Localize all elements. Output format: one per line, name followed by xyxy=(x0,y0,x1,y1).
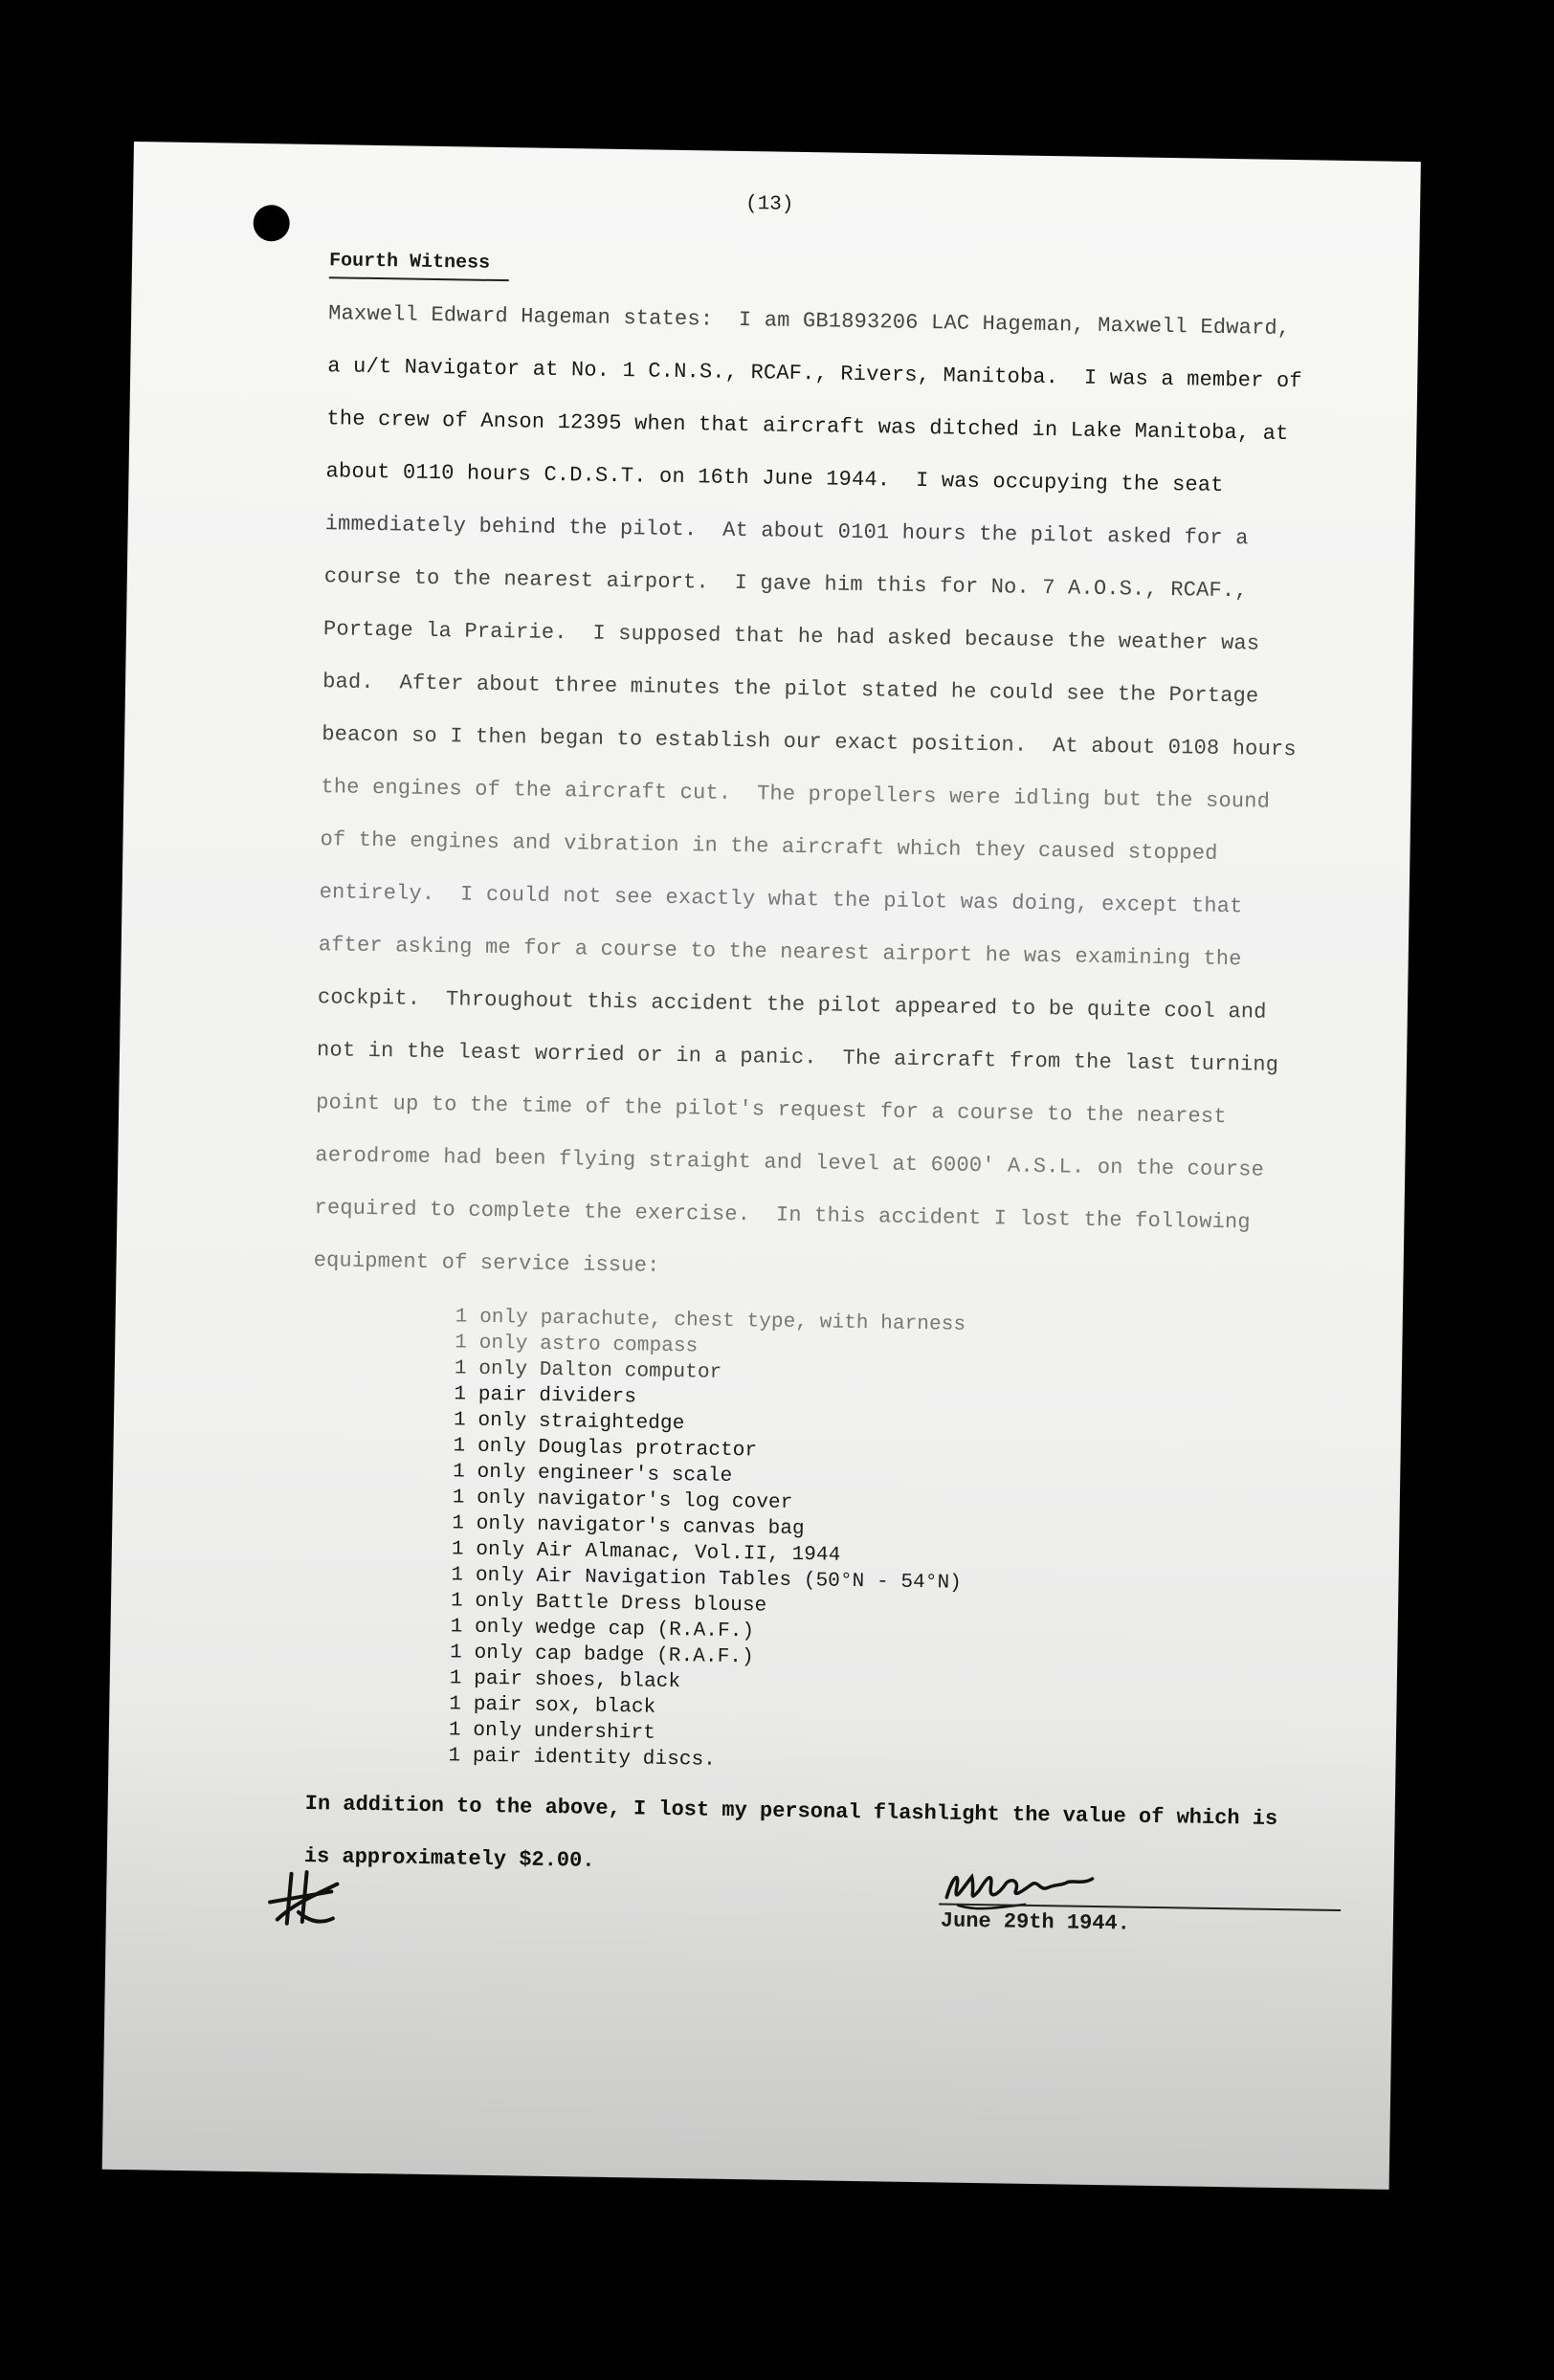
list-item: 1 only Douglas protractor xyxy=(453,1435,758,1463)
list-item: 1 only engineer's scale xyxy=(453,1461,733,1488)
closing-line: In addition to the above, I lost my personal flashlight the value of which is xyxy=(304,1792,1278,1831)
body-line: Maxwell Edward Hageman states: I am GB1893206 LAC Hageman, Maxwell Edward, xyxy=(328,301,1291,342)
list-item: 1 pair shoes, black xyxy=(449,1667,681,1694)
section-heading: Fourth Witness xyxy=(328,250,491,275)
handwritten-initials xyxy=(264,1865,351,1933)
list-item: 1 only parachute, chest type, with harness xyxy=(455,1306,966,1336)
body-line: beacon so I then began to establish our exact position. At about 0108 hours xyxy=(322,722,1297,762)
body-line: a u/t Navigator at No. 1 C.N.S., RCAF., Rivers, Manitoba. I was a member of xyxy=(327,354,1302,394)
list-item: 1 only straightedge xyxy=(453,1409,685,1436)
body-line: the crew of Anson 12395 when that aircraft was ditched in Lake Manitoba, at xyxy=(326,407,1289,446)
body-line: required to complete the exercise. In this accident I lost the following xyxy=(314,1196,1251,1235)
body-line: cockpit. Throughout this accident the pilot appeared to be quite cool and xyxy=(317,985,1267,1025)
body-line: about 0110 hours C.D.S.T. on 16th June 1944. I was occupying the seat xyxy=(325,459,1224,497)
heading-underline xyxy=(329,276,509,281)
list-item: 1 only navigator's canvas bag xyxy=(452,1512,805,1541)
body-line: point up to the time of the pilot's request for a course to the nearest xyxy=(316,1091,1227,1130)
body-line: bad. After about three minutes the pilot stated he could see the Portage xyxy=(322,670,1259,709)
punch-hole xyxy=(253,205,290,242)
list-item: 1 pair identity discs. xyxy=(448,1745,717,1772)
body-line: equipment of service issue: xyxy=(313,1248,660,1278)
list-item: 1 only Air Almanac, Vol.II, 1944 xyxy=(451,1538,841,1567)
body-line: not in the least worried or in a panic. The aircraft from the last turning xyxy=(316,1038,1279,1077)
list-item: 1 only Battle Dress blouse xyxy=(450,1590,767,1618)
list-item: 1 only astro compass xyxy=(455,1332,699,1358)
body-line: of the engines and vibration in the aircraft which they caused stopped xyxy=(320,827,1218,866)
body-line: Portage la Prairie. I supposed that he had asked because the weather was xyxy=(322,617,1260,656)
list-item: 1 only cap badge (R.A.F.) xyxy=(450,1642,754,1669)
list-item: 1 pair dividers xyxy=(454,1383,637,1409)
list-item: 1 pair sox, black xyxy=(449,1693,656,1719)
body-line: after asking me for a course to the nearest airport he was examining the xyxy=(318,933,1242,972)
list-item: 1 only Air Navigation Tables (50°N - 54°N) xyxy=(451,1564,963,1595)
list-item: 1 only navigator's log cover xyxy=(452,1487,793,1514)
signature-date: June 29th 1944. xyxy=(940,1908,1131,1936)
list-item: 1 only undershirt xyxy=(448,1719,656,1745)
list-item: 1 only Dalton computor xyxy=(454,1357,722,1384)
closing-line: is approximately $2.00. xyxy=(303,1844,595,1873)
page-number: (13) xyxy=(744,193,794,216)
document-page xyxy=(102,142,1421,2190)
body-line: course to the nearest airport. I gave him this for No. 7 A.O.S., RCAF., xyxy=(323,564,1248,604)
body-line: immediately behind the pilot. At about 0101 hours the pilot asked for a xyxy=(324,512,1249,551)
body-line: the engines of the aircraft cut. The propellers were idling but the sound xyxy=(321,775,1271,814)
body-line: entirely. I could not see exactly what the pilot was doing, except that xyxy=(319,880,1243,919)
body-line: aerodrome had been flying straight and level at 6000' A.S.L. on the course xyxy=(315,1143,1265,1182)
list-item: 1 only wedge cap (R.A.F.) xyxy=(450,1616,755,1643)
